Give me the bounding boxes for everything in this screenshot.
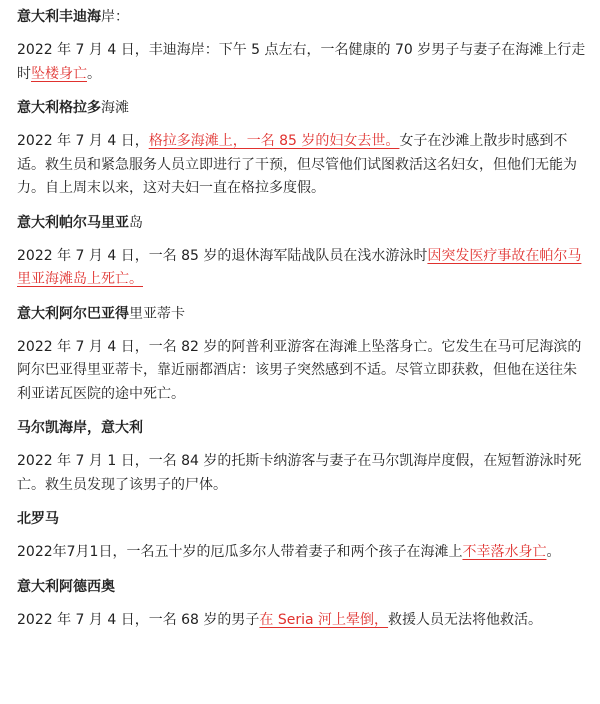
heading-rest: 海滩 <box>101 100 129 116</box>
section-heading <box>17 417 586 439</box>
paragraph-text: 2022 年 7 月 4 日，一名 82 岁的阿普利亚游客在海滩上坠落身亡。它发生在马可尼海滨的阿尔巴亚得里亚蒂卡，靠近丽都酒店：该男子突然感到不适。尽管立即获救，但他在送往朱利亚诺瓦医院的途中死亡。 <box>17 338 582 402</box>
news-link[interactable]: 不幸落水身亡 <box>462 544 547 560</box>
section-heading <box>17 6 586 28</box>
heading-rest: 里亚蒂卡 <box>129 305 185 322</box>
paragraph-text: 2022 年 7 月 1 日，一名 84 岁的托斯卡纳游客与妻子在马尔凯海岸度假，在短暂游泳时死亡。救生员发现了该男子的尸体。 <box>17 453 582 493</box>
section-paragraph <box>17 450 586 497</box>
paragraph-text: 2022 年 7 月 4 日，一名 68 岁的男子 <box>17 611 260 628</box>
paragraph-text: 救援人员无法将他救活。 <box>388 611 543 628</box>
paragraph-text: 2022 年 7 月 4 日，一名 85 岁的退休海军陆战队员在浅水游泳时 <box>17 247 428 264</box>
heading-bold: 马尔凯海岸，意大利 <box>17 420 143 436</box>
section-heading <box>17 212 586 234</box>
heading-rest: 岛 <box>129 214 143 231</box>
paragraph-text: 女子在沙滩上散步时感到不适。救生员和紧急服务人员立即进行了干预，但尽管他们试图救活这名妇女，但他们无能为力。自上周末以来，这对夫妇一直在格拉多度假。 <box>17 133 577 196</box>
section-paragraph <box>17 336 586 407</box>
news-link[interactable]: 坠楼身亡 <box>31 65 87 82</box>
heading-bold: 意大利格拉多 <box>17 100 101 116</box>
news-link[interactable]: 在 Seria 河上晕倒， <box>259 611 389 628</box>
section-heading <box>17 576 586 598</box>
paragraph-text: 。 <box>546 544 561 560</box>
section-heading <box>17 508 586 530</box>
paragraph-text: 2022年7月1日，一名五十岁的厄瓜多尔人带着妻子和两个孩子在海滩上 <box>17 544 463 560</box>
paragraph-text: 2022 年 7 月 4 日， <box>17 133 149 149</box>
heading-bold: 意大利阿德西奥 <box>17 578 115 595</box>
section-heading <box>17 303 586 325</box>
section-paragraph <box>17 541 586 565</box>
section-paragraph <box>17 39 586 86</box>
heading-bold: 意大利阿尔巴亚得 <box>17 305 129 322</box>
section-paragraph <box>17 609 586 633</box>
paragraph-text: 。 <box>87 65 101 82</box>
news-link[interactable]: 格拉多海滩上，一名 85 岁的妇女去世。 <box>148 133 400 149</box>
heading-bold: 意大利丰迪海 <box>17 9 101 25</box>
news-link[interactable]: 因突发医疗事故在帕尔马里亚海滩岛上死亡。 <box>17 247 582 287</box>
heading-bold: 北罗马 <box>17 511 59 527</box>
section-paragraph <box>17 245 586 292</box>
section-heading <box>17 97 586 119</box>
heading-rest: 岸： <box>101 9 129 25</box>
section-paragraph <box>17 130 586 201</box>
heading-bold: 意大利帕尔马里亚 <box>17 214 129 231</box>
paragraph-text: 2022 年 7 月 4 日，丰迪海岸：下午 5 点左右，一名健康的 70 岁男子与妻子在海滩上行走时 <box>17 42 586 82</box>
